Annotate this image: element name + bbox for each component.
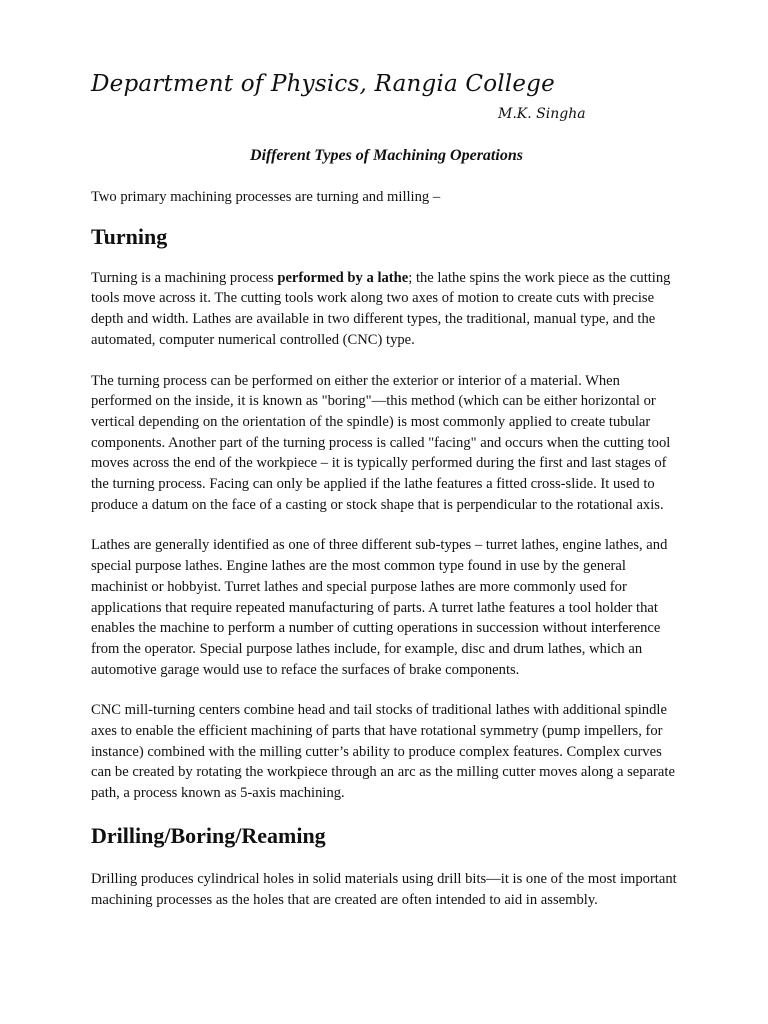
intro-paragraph: Two primary machining processes are turning and milling –: [91, 189, 441, 205]
section-heading-turning: Turning: [91, 223, 168, 249]
turning-paragraph-1: [91, 268, 682, 351]
section-heading-drilling: Drilling/Boring/Reaming: [91, 822, 326, 848]
author-name: M.K. Singha: [498, 106, 586, 122]
drilling-paragraph-1: Drilling produces cylindrical holes in solid materials using drill bits—it is one of the most important machining processes as the holes that are created are often intended to aid in assembly.: [91, 870, 677, 908]
turning-paragraph-2: The turning process can be performed on either the exterior or interior of a material. When performed on the inside, it is known as "boring"—this method (which can be either horizontal or vertical depending on the orientation of the spindle) is most commonly applied to create tubular components. Another part of the turning process is called "facing" and occurs when the cutting tool moves across the end of the workpiece – it is typically performed during the first and last stages of the turning process. Facing can only be applied if the lathe features a fitted cross-slide. It used to produce a datum on the face of a casting or stock shape that is perpendicular to the rotational axis.: [91, 372, 671, 513]
bold-phrase: performed by a lathe: [277, 269, 409, 286]
turning-paragraph-4: CNC mill-turning centers combine head and tail stocks of traditional lathes with additional spindle axes to enable the efficient machining of parts that have rotational symmetry (pump impellers, for instance) combined with the milling cutter’s ability to produce complex features. Complex curves can be created by rotating the workpiece through an arc as the milling cutter moves along a separate path, a process known as 5-axis machining.: [91, 702, 675, 802]
paragraph-text: Turning is a machining process: [91, 269, 278, 286]
department-title: Department of Physics, Rangia College: [91, 71, 555, 97]
paragraph-text: ; the lathe spins the work piece as the cutting tools move across it. The cutting tools work along two axes of motion to create cuts with precise depth and width. Lathes are available in two different types, the traditional, manual type, and the automated, computer numerical controlled (CNC) type.: [91, 269, 671, 348]
turning-paragraph-3: Lathes are generally identified as one of three different sub-types – turret lathes, engine lathes, and special purpose lathes. Engine lathes are the most common type found in use by the general machinist or hobbyist. Turret lathes and special purpose lathes are more commonly used for applications that require repeated manufacturing of parts. A turret lathe features a tool holder that enables the machine to perform a number of cutting operations in succession without interference from the operator. Special purpose lathes include, for example, disc and drum lathes, which an automotive garage would use to reface the surfaces of brake components.: [91, 537, 668, 678]
document-title: Different Types of Machining Operations: [250, 147, 523, 164]
